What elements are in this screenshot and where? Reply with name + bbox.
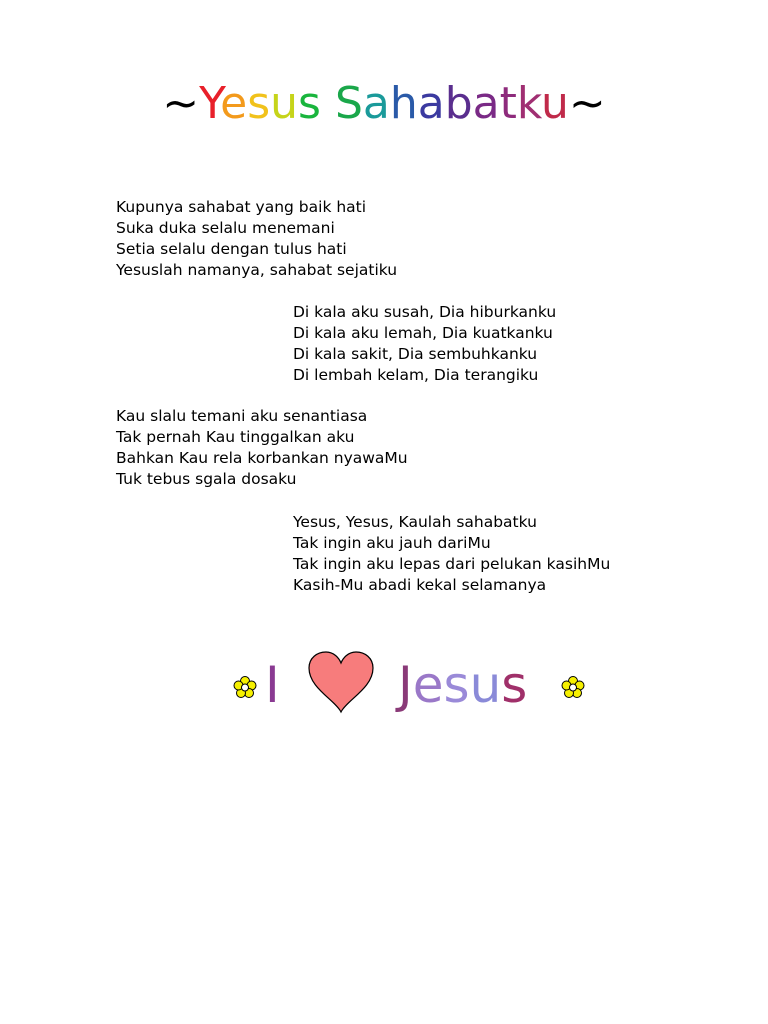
- title-letter: S: [334, 78, 363, 129]
- stanza-line: Di lembah kelam, Dia terangiku: [293, 366, 539, 384]
- stanza-line: Kasih-Mu abadi kekal selamanya: [293, 576, 547, 594]
- stanza-line: Yesuslah namanya, sahabat sejatiku: [116, 261, 398, 279]
- title-tilde-left: ~: [162, 78, 200, 129]
- jesus-letter: s: [501, 656, 528, 714]
- stanza-line: Di kala sakit, Dia sembuhkanku: [293, 345, 538, 363]
- title-letter: a: [417, 78, 445, 129]
- stanza-line: Tuk tebus sgala dosaku: [116, 470, 297, 488]
- stanza-line: Tak pernah Kau tinggalkan aku: [116, 428, 355, 446]
- title-letter: u: [541, 78, 569, 129]
- heart-icon: [305, 650, 377, 714]
- title-letters: [199, 78, 569, 129]
- flower-icon: [232, 675, 258, 701]
- stanza-line: Di kala aku susah, Dia hiburkanku: [293, 303, 557, 321]
- jesus-letter: e: [412, 656, 444, 714]
- stanza-line: Tak ingin aku lepas dari pelukan kasihMu: [293, 555, 611, 573]
- title-letter: s: [247, 78, 271, 129]
- stanza-line: Suka duka selalu menemani: [116, 219, 335, 237]
- title-letter: b: [444, 78, 473, 129]
- title-letter: k: [516, 78, 542, 129]
- title-letter: s: [298, 78, 321, 129]
- jesus-letter: s: [443, 656, 470, 714]
- jesus-letter: J: [398, 656, 413, 714]
- stanza-2: [293, 302, 556, 386]
- title-letter: u: [270, 78, 299, 129]
- title-letter: a: [472, 78, 500, 129]
- title-letter: [321, 78, 335, 129]
- stanza-line: Tak ingin aku jauh dariMu: [293, 534, 491, 552]
- stanza-line: Setia selalu dengan tulus hati: [116, 240, 347, 258]
- stanza-line: Kau slalu temani aku senantiasa: [116, 407, 368, 425]
- title-letter: t: [499, 78, 517, 129]
- stanza-4: [293, 512, 610, 596]
- jesus-letter: u: [469, 656, 502, 714]
- title-tilde-right: ~: [568, 78, 606, 129]
- title-letter: a: [362, 78, 390, 129]
- stanza-line: Di kala aku lemah, Dia kuatkanku: [293, 324, 553, 342]
- stanza-line: Kupunya sahabat yang baik hati: [116, 198, 367, 216]
- jesus-text: [398, 652, 527, 718]
- i-text: I: [265, 656, 280, 714]
- stanza-line: Bahkan Kau rela korbankan nyawaMu: [116, 449, 408, 467]
- stanza-3: [116, 406, 408, 490]
- title-letter: e: [220, 78, 248, 129]
- i-love-jesus: [0, 650, 768, 720]
- stanza-1: [116, 197, 397, 281]
- title-letter: h: [389, 78, 418, 129]
- stanza-line: Yesus, Yesus, Kaulah sahabatku: [293, 513, 537, 531]
- title-letter: Y: [199, 78, 221, 129]
- flower-icon: [560, 675, 586, 701]
- page-title: [0, 76, 768, 132]
